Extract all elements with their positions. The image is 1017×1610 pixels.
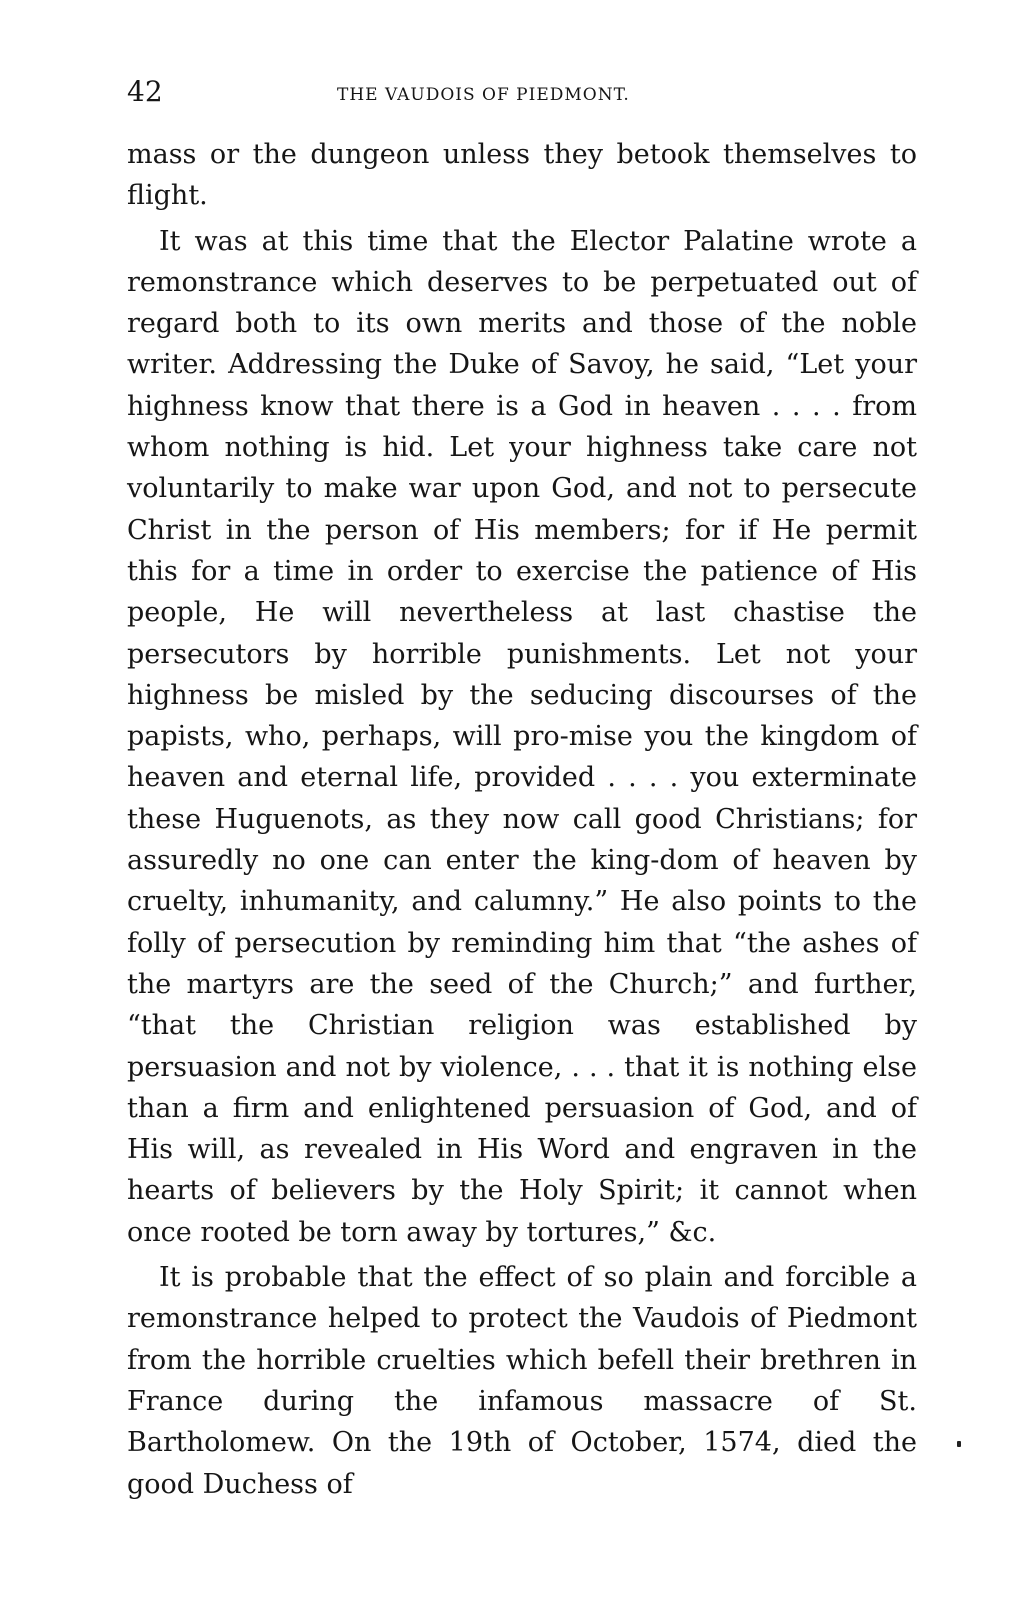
paragraph-continuation: mass or the dungeon unless they betook themselves to flight. bbox=[127, 139, 917, 212]
body-text bbox=[127, 134, 917, 1505]
running-title: THE VAUDOIS OF PIEDMONT. bbox=[337, 85, 630, 105]
paragraph-elector-palatine: It was at this time that the Elector Palatine wrote a remonstrance which deserves to be perpetuated out of regard both to its own merits and those of the noble writer. Addressing the Duke of Savoy, he said, “Let your highness know that there is a God in heaven . . . . from whom nothing is hid. Let your highness take care not voluntarily to make war upon God, and not to persecute Christ in the person of His members; for if He permit this for a time in order to exercise the patience of His people, He will nevertheless at last chastise the persecutors by horrible punishments. Let not your highness be misled by the seducing discourses of the papists, who, perhaps, will pro-mise you the kingdom of heaven and eternal life, provided . . . . you exterminate these Huguenots, as they now call good Christians; for assuredly no one can enter the king-dom of heaven by cruelty, inhumanity, and calumny.” He also points to the folly of persecution by reminding him that “the ashes of the martyrs are the seed of the Church;” and further, “that the Christian religion was established by persuasion and not by violence, . . . that it is nothing else than a firm and enlightened persuasion of God, and of His will, as revealed in His Word and engraven in the hearts of believers by the Holy Spirit; it cannot when once rooted be torn away by tortures,” &c. bbox=[127, 225, 917, 1248]
page-header bbox=[127, 74, 917, 114]
ink-speck bbox=[957, 1441, 961, 1447]
paragraph-remonstrance-effect: It is probable that the effect of so plain and forcible a remonstrance helped to protect the Vaudois of Piedmont from the horrible cruelties which befell their brethren in France during the infamous massacre of St. Bartholomew. On the 19th of October, 1574, died the good Duchess of bbox=[127, 1262, 917, 1500]
page-number: 42 bbox=[127, 75, 163, 108]
